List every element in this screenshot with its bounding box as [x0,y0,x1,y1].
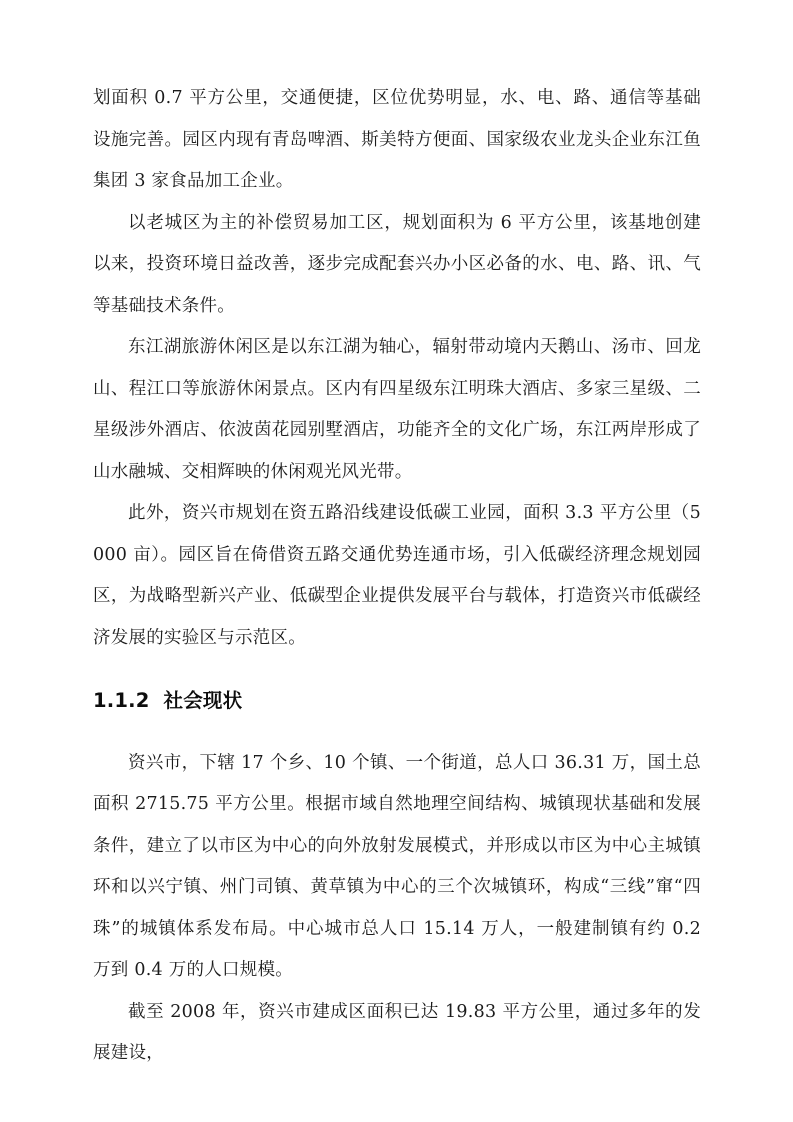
heading-social-status: 1.1.2 社会现状 [93,689,243,712]
page-content-column [93,78,701,1075]
paragraph-compensation-trade-zone: 以老城区为主的补偿贸易加工区，规划面积为 6 平方公里，该基地创建以来，投资环境日益改善，逐步完成配套兴办小区必备的水、电、路、讯、气等基础技术条件。 [93,212,701,316]
paragraph-built-up-area-2008: 截至 2008 年，资兴市建成区面积已达 19.83 平方公里，通过多年的发展建设， [93,1001,701,1063]
paragraph-low-carbon-industrial-park: 此外，资兴市规划在资五路沿线建设低碳工业园，面积 3.3 平方公里（5000 亩）。园区旨在倚借资五路交通优势连通市场，引入低碳经济理念规划园区，为战略型新兴产业、低碳型企业提供发展平台与载体，打造资兴市低碳经济发展的实验区与示范区。 [93,503,701,648]
heading-spacer-bottom [93,722,701,743]
heading-spacer-top [93,659,701,680]
paragraph-industrial-park: 划面积 0.7 平方公里，交通便捷，区位优势明显，水、电、路、通信等基础设施完善。园区内现有青岛啤酒、斯美特方便面、国家级农业龙头企业东江鱼集团 3 家食品加工企业。 [93,88,701,191]
paragraph-zixing-city-overview: 资兴市，下辖 17 个乡、10 个镇、一个街道，总人口 36.31 万，国土总面积 2715.75 平方公里。根据市域自然地理空间结构、城镇现状基础和发展条件，建立了以市区为中心的向外放射发展模式，并形成以市区为中心主城镇环和以兴宁镇、州门司镇、黄草镇为中心的三个次城镇环，构成“三线”窜“四珠”的城镇体系发布局。中心城市总人口 15.14 万人，一般建制镇有约 0.2 万到 0.4 万的人口规模。 [93,752,701,980]
paragraph-dongjiang-lake-tourism: 东江湖旅游休闲区是以东江湖为轴心，辐射带动境内天鹅山、汤市、回龙山、程江口等旅游休闲景点。区内有四星级东江明珠大酒店、多家三星级、二星级涉外酒店、依波茵花园别墅酒店，功能齐全的文化广场，东江两岸形成了山水融城、交相辉映的休闲观光风光带。 [93,337,701,482]
